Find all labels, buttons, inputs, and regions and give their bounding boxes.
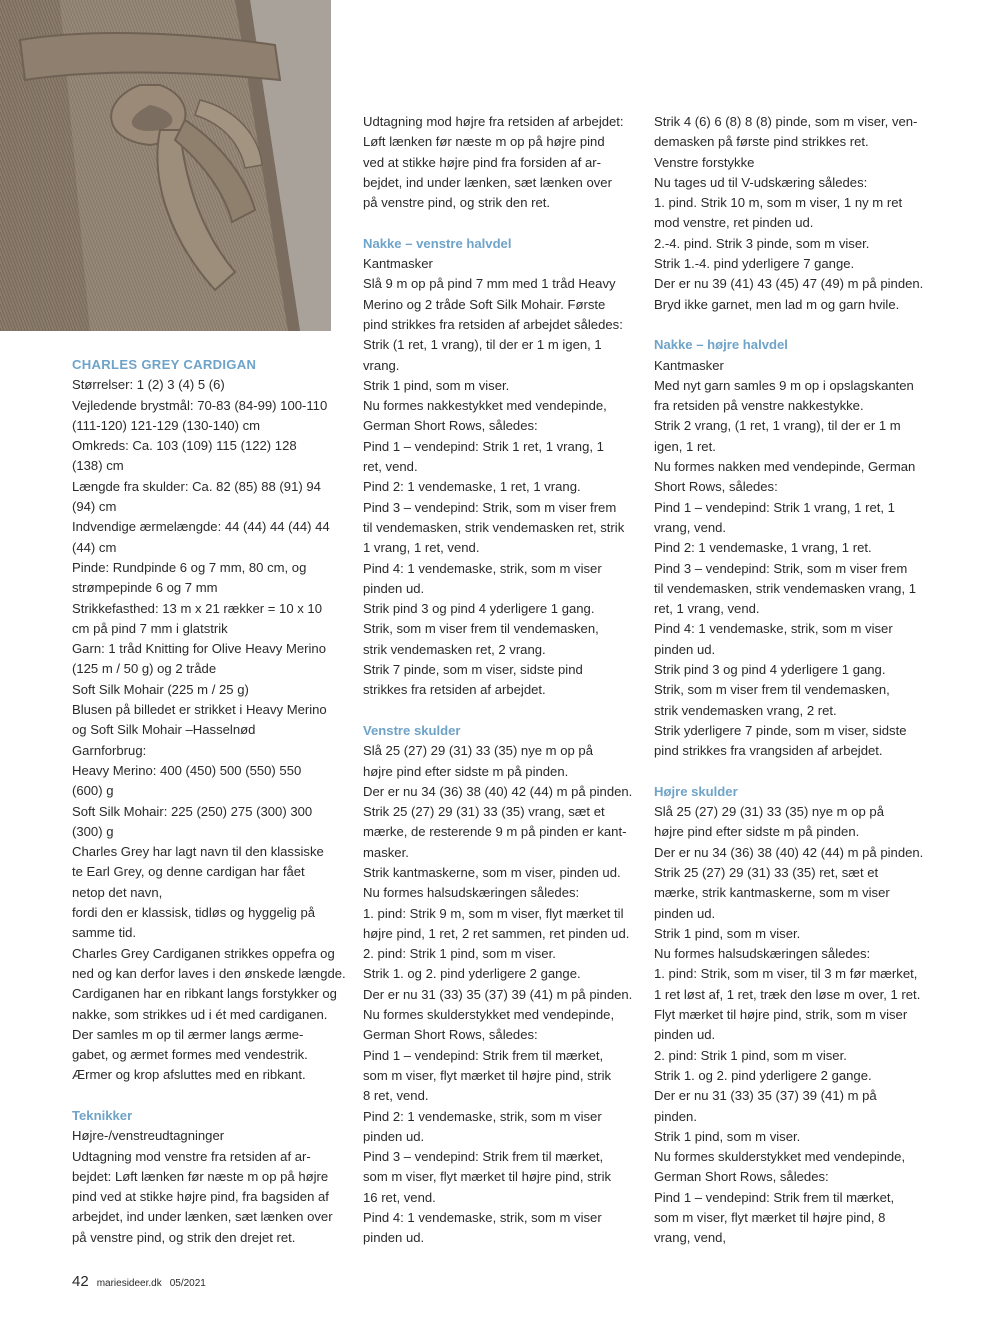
text-line: Strik, som m viser frem til vendemasken,: [654, 682, 890, 698]
page-footer: [72, 1273, 206, 1290]
text-line: Strik 4 (6) 6 (8) 8 (8) pinde, som m viser, ven-: [654, 114, 918, 129]
text-line: Pinde: Rundpinde 6 og 7 mm, 80 cm, og: [72, 559, 307, 575]
text-line: Strik yderligere 7 pinde, som m viser, sidste: [654, 722, 907, 738]
text-line: pind ved at stikke højre pind, fra bagsiden af: [72, 1189, 329, 1205]
text-line: Strik 25 (27) 29 (31) 33 (35) vrang, sæt et: [363, 804, 605, 820]
text-line: netop det navn,: [72, 884, 163, 900]
cardigan-photo: [0, 0, 331, 331]
text-line: Med nyt garn samles 9 m op i opslagskanten: [654, 377, 914, 393]
text-line: pinden ud.: [363, 1230, 425, 1246]
text-line: Soft Silk Mohair (225 m / 25 g): [72, 681, 249, 697]
text-line: vrang, vend,: [654, 1230, 727, 1246]
text-line: Bryd ikke garnet, men lad m og garn hvile.: [654, 296, 900, 312]
text-line: strømpepinde 6 og 7 mm: [72, 580, 218, 596]
text-line: Der samles m op til ærmer langs ærme-: [72, 1026, 304, 1042]
text-line: Vejledende brystmål: 70-83 (84-99) 100-110: [72, 397, 328, 413]
text-line: 8 ret, vend.: [363, 1088, 429, 1104]
section-heading: Højre skulder: [654, 783, 738, 799]
text-line: pinden.: [654, 1108, 697, 1124]
text-line: 16 ret, vend.: [363, 1189, 436, 1205]
text-line: på venstre pind, og strik den drejet ret.: [72, 1229, 296, 1245]
text-line: strikkes fra retsiden af arbejdet.: [363, 682, 546, 698]
text-line: Pind 2: 1 vendemaske, 1 vrang, 1 ret.: [654, 540, 872, 556]
text-line: til vendemasken, strik vendemasken ret, strik: [363, 519, 625, 535]
text-line: Nu formes halsudskæringen således:: [363, 885, 580, 901]
text-line: pind strikkes fra vrangsiden af arbejdet.: [654, 743, 883, 759]
text-line: Blusen på billedet er strikket i Heavy Merino: [72, 702, 327, 718]
text-line: Pind 3 – vendepind: Strik frem til mærket,: [363, 1149, 604, 1165]
text-line: Merino og 2 tråde Soft Silk Mohair. Første: [363, 296, 606, 312]
paragraph-gap: [654, 762, 929, 782]
text-line: Nu formes nakken med vendepinde, German: [654, 459, 916, 475]
text-line: strik vendemasken vrang, 2 ret.: [654, 702, 837, 718]
text-line: 2. pind: Strik 1 pind, som m viser.: [363, 946, 556, 962]
text-line: Strik kantmaskerne, som m viser, pinden ud.: [363, 864, 621, 880]
text-line: Højre-/venstreudtagninger: [72, 1128, 225, 1144]
text-line: Pind 1 – vendepind: Strik 1 ret, 1 vrang, 1: [363, 438, 604, 454]
text-line: 1. pind: Strik, som m viser, til 3 m før mærket,: [654, 966, 918, 982]
text-line: 1 ret løst af, 1 ret, træk den løse m over, 1 ret.: [654, 986, 921, 1002]
text-line: Nu formes skulderstykket med vendepinde,: [363, 1007, 615, 1023]
text-line: Der er nu 31 (33) 35 (37) 39 (41) m på pinden.: [363, 986, 633, 1002]
text-line: pind strikkes fra retsiden af arbejdet således:: [363, 316, 623, 332]
paragraph-gap: [363, 701, 638, 721]
text-line: Charles Grey Cardiganen strikkes oppefra og: [72, 945, 335, 961]
text-line: nakke, som strikkes ud i ét med cardiganen.: [72, 1006, 328, 1022]
text-line: Pind 1 – vendepind: Strik frem til mærket,: [363, 1047, 604, 1063]
text-line: Strik pind 3 og pind 4 yderligere 1 gang.: [363, 601, 595, 617]
text-line: Strik 2 vrang, (1 ret, 1 vrang), til der er 1 m: [654, 418, 901, 434]
text-line: Strik pind 3 og pind 4 yderligere 1 gang.: [654, 662, 886, 678]
text-line: strik vendemasken ret, 2 vrang.: [363, 641, 546, 657]
pattern-title: CHARLES GREY CARDIGAN: [72, 357, 257, 372]
text-line: Garnforbrug:: [72, 742, 147, 758]
text-line: samme tid.: [72, 925, 137, 941]
text-line: German Short Rows, således:: [363, 1027, 538, 1043]
text-line: Nu formes skulderstykket med vendepinde,: [654, 1149, 906, 1165]
text-line: som m viser, flyt mærket til højre pind, strik: [363, 1067, 612, 1083]
text-line: fordi den er klassisk, tidløs og hyggelig på: [72, 905, 316, 921]
text-line: Nu formes halsudskæringen således:: [654, 946, 871, 962]
text-line: 2.-4. pind. Strik 3 pinde, som m viser.: [654, 235, 870, 251]
text-line: pinden ud.: [363, 580, 425, 596]
text-line: bejdet: Løft lænken før næste m op på højre: [72, 1168, 329, 1184]
text-line: fra retsiden på venstre nakkestykke.: [654, 398, 864, 414]
text-line: ret, 1 vrang, vend.: [654, 601, 760, 617]
text-line: mod venstre, ret pinden ud.: [654, 215, 814, 231]
text-line: Strikkefasthed: 13 m x 21 rækker = 10 x 10: [72, 600, 322, 616]
text-line: Strik 1 pind, som m viser.: [654, 1128, 801, 1144]
text-line: Pind 3 – vendepind: Strik, som m viser frem: [363, 499, 617, 515]
column-1: [72, 355, 347, 1248]
text-line: Pind 4: 1 vendemaske, strik, som m viser: [363, 1210, 602, 1226]
section-heading: Nakke – højre halvdel: [654, 337, 788, 353]
text-line: Pind 2: 1 vendemaske, strik, som m viser: [363, 1108, 602, 1124]
text-line: Nu tages ud til V-udskæring således:: [654, 174, 868, 190]
text-line: pinden ud.: [363, 1128, 425, 1144]
text-line: Slå 25 (27) 29 (31) 33 (35) nye m op på: [654, 804, 884, 820]
text-line: Flyt mærket til højre pind, strik, som m viser: [654, 1007, 908, 1023]
section-heading: Venstre skulder: [363, 722, 461, 738]
text-line: som m viser, flyt mærket til højre pind, 8: [654, 1210, 886, 1226]
text-line: Garn: 1 tråd Knitting for Olive Heavy Merino: [72, 641, 326, 657]
text-line: Udtagning mod venstre fra retsiden af ar-: [72, 1148, 311, 1164]
text-line: Størrelser: 1 (2) 3 (4) 5 (6): [72, 377, 225, 393]
text-line: Slå 9 m op på pind 7 mm med 1 tråd Heavy: [363, 276, 616, 292]
section-heading: Teknikker: [72, 1107, 133, 1123]
footer-issue: 05/2021: [169, 1278, 206, 1289]
text-line: Kantmasker: [363, 256, 433, 272]
text-line: Ærmer og krop afsluttes med en ribkant.: [72, 1067, 306, 1083]
text-line: Heavy Merino: 400 (450) 500 (550) 550: [72, 762, 302, 778]
text-line: 1. pind: Strik 9 m, som m viser, flyt mærket til: [363, 905, 624, 921]
text-line: Strik 25 (27) 29 (31) 33 (35) ret, sæt et: [654, 864, 879, 880]
text-line: Short Rows, således:: [654, 479, 778, 495]
text-line: Strik, som m viser frem til vendemasken,: [363, 621, 599, 637]
text-line: højre pind efter sidste m på pinden.: [654, 824, 860, 840]
section-heading: Nakke – venstre halvdel: [363, 235, 512, 251]
text-line: 1 vrang, 1 ret, vend.: [363, 540, 480, 556]
text-line: højre pind efter sidste m på pinden.: [363, 763, 569, 779]
text-line: (125 m / 50 g) og 2 tråde: [72, 661, 217, 677]
text-line: Cardiganen har en ribkant langs forstykker og: [72, 986, 337, 1002]
text-line: Indvendige ærmelængde: 44 (44) 44 (44) 44: [72, 519, 330, 535]
text-line: ret, vend.: [363, 459, 418, 475]
text-line: til vendemasken, strik vendemasken vrang, 1: [654, 580, 917, 596]
text-line: Venstre forstykke: [654, 154, 755, 170]
text-line: Omkreds: Ca. 103 (109) 115 (122) 128: [72, 438, 297, 454]
text-line: te Earl Grey, og denne cardigan har fået: [72, 864, 305, 880]
text-line: pinden ud.: [654, 905, 716, 921]
paragraph-gap: [654, 315, 929, 335]
text-line: Udtagning mod højre fra retsiden af arbejdet:: [363, 114, 624, 129]
text-line: Pind 3 – vendepind: Strik, som m viser frem: [654, 560, 908, 576]
text-line: gabet, og ærmet formes med vendestrik.: [72, 1047, 308, 1063]
text-line: Der er nu 34 (36) 38 (40) 42 (44) m på pinden.: [654, 844, 924, 860]
text-line: Soft Silk Mohair: 225 (250) 275 (300) 300: [72, 803, 313, 819]
text-line: vrang, vend.: [654, 519, 727, 535]
text-line: som m viser, flyt mærket til højre pind, strik: [363, 1169, 612, 1185]
text-line: igen, 1 ret.: [654, 438, 716, 454]
page-number: 42: [72, 1273, 89, 1290]
text-line: Løft lænken før næste m op på højre pind: [363, 134, 605, 150]
text-line: Strik 1 pind, som m viser.: [654, 925, 801, 941]
text-line: pinden ud.: [654, 641, 716, 657]
text-line: højre pind, 1 ret, 2 ret sammen, ret pinden ud.: [363, 925, 630, 941]
text-line: 2. pind: Strik 1 pind, som m viser.: [654, 1047, 847, 1063]
text-line: Nu formes nakkestykket med vendepinde,: [363, 398, 607, 414]
text-line: Strik 1 pind, som m viser.: [363, 377, 510, 393]
text-line: mærke, strik kantmaskerne, som m viser: [654, 885, 890, 901]
column-2: [363, 112, 638, 1249]
text-line: Der er nu 31 (33) 35 (37) 39 (41) m på: [654, 1088, 877, 1104]
text-line: Der er nu 34 (36) 38 (40) 42 (44) m på pinden.: [363, 783, 633, 799]
footer-website: mariesideer.dk: [96, 1278, 162, 1289]
text-line: German Short Rows, således:: [654, 1169, 829, 1185]
text-line: og Soft Silk Mohair –Hasselnød: [72, 722, 256, 738]
text-line: cm på pind 7 mm i glatstrik: [72, 620, 228, 636]
text-line: Kantmasker: [654, 357, 724, 373]
text-line: Charles Grey har lagt navn til den klassiske: [72, 844, 324, 860]
text-line: pinden ud.: [654, 1027, 716, 1043]
text-line: (94) cm: [72, 499, 117, 515]
text-line: mærke, de resterende 9 m på pinden er kant-: [363, 824, 627, 840]
text-line: masker.: [363, 844, 409, 860]
text-line: Strik 1. og 2. pind yderligere 2 gange.: [654, 1067, 872, 1083]
text-line: (138) cm: [72, 458, 124, 474]
text-line: ned og kan derfor laves i den ønskede længde.: [72, 965, 346, 981]
text-line: arbejdet, ind under lænken, sæt lænken over: [72, 1209, 333, 1225]
text-line: Pind 1 – vendepind: Strik frem til mærket,: [654, 1189, 895, 1205]
text-line: 1. pind. Strik 10 m, som m viser, 1 ny m ret: [654, 195, 903, 211]
cardigan-belt-knot-photo: [0, 0, 331, 331]
text-line: German Short Rows, således:: [363, 418, 538, 434]
text-line: Pind 4: 1 vendemaske, strik, som m viser: [363, 560, 602, 576]
text-line: Strik 1. og 2. pind yderligere 2 gange.: [363, 966, 581, 982]
text-line: Længde fra skulder: Ca. 82 (85) 88 (91) 94: [72, 478, 321, 494]
text-line: på venstre pind, og strik den ret.: [363, 195, 551, 211]
text-line: vrang.: [363, 357, 400, 373]
text-line: Pind 1 – vendepind: Strik 1 vrang, 1 ret, 1: [654, 499, 895, 515]
text-line: (300) g: [72, 823, 114, 839]
paragraph-gap: [72, 1086, 347, 1106]
text-line: Pind 2: 1 vendemaske, 1 ret, 1 vrang.: [363, 479, 581, 495]
text-line: Strik (1 ret, 1 vrang), til der er 1 m igen, 1: [363, 337, 602, 353]
text-line: Strik 7 pinde, som m viser, sidste pind: [363, 662, 583, 678]
text-line: (600) g: [72, 783, 114, 799]
paragraph-gap: [363, 213, 638, 233]
text-line: bejdet, ind under lænken, sæt lænken over: [363, 174, 612, 190]
text-line: (111-120) 121-129 (130-140) cm: [72, 417, 261, 433]
text-line: Slå 25 (27) 29 (31) 33 (35) nye m op på: [363, 743, 593, 759]
text-line: ved at stikke højre pind fra forsiden af ar-: [363, 154, 601, 170]
text-line: Strik 1.-4. pind yderligere 7 gange.: [654, 256, 855, 272]
text-line: Pind 4: 1 vendemaske, strik, som m viser: [654, 621, 893, 637]
text-line: (44) cm: [72, 539, 117, 555]
text-line: demasken på første pind strikkes ret.: [654, 134, 869, 150]
text-line: Der er nu 39 (41) 43 (45) 47 (49) m på pinden.: [654, 276, 924, 292]
column-3: [654, 112, 929, 1249]
